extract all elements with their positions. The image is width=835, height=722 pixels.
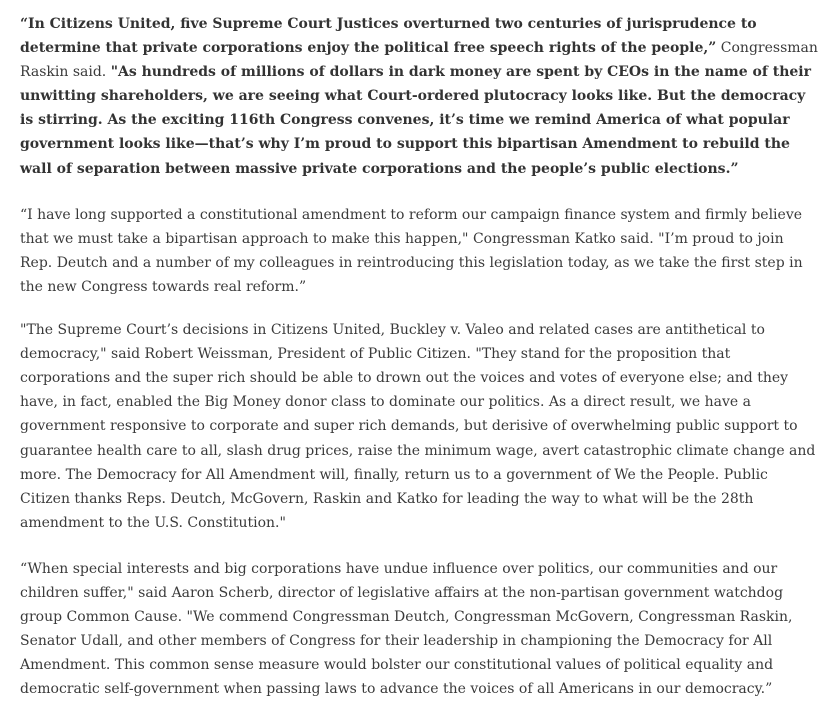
paragraph-raskin-quote — [20, 12, 820, 181]
paragraph-katko-quote — [20, 203, 820, 299]
attribution-text: Congressman Raskin said. — [20, 40, 818, 81]
paragraph-text: "The Supreme Court’s decisions in Citizens United, Buckley v. Valeo and related cases are antithetical to democracy," said Robert Weissman, President of Public Citizen. "They stand for the proposition that corporations and the super rich should be able to drown out the voices and votes of everyone else; and they have, in fact, enabled the Big Money donor class to dominate our politics. As a direct result, we have a government responsive to corporate and super rich demands, but derisive of overwhelming public support to guarantee health care to all, slash drug prices, raise the minimum wage, avert catastrophic climate change and more. The Democracy for All Amendment will, finally, return us to a government of We the People. Public Citizen thanks Reps. Deutch, McGovern, Raskin and Katko for leading the way to what will be the 28th amendment to the U.S. Constitution." — [20, 322, 816, 531]
paragraph-text: “When special interests and big corporations have undue influence over politics, our communities and our children suffer," said Aaron Scherb, director of legislative affairs at the non-partisan government watchdog group Common Cause. "We commend Congressman Deutch, Congressman McGovern, Congressman Raskin, Senator Udall, and other members of Congress for their leadership in championing the Democracy for All Amendment. This common sense measure would bolster our constitutional values of political equality and democratic self-government when passing laws to advance the voices of all Americans in our democracy.” — [20, 560, 793, 698]
paragraph-text: “I have long supported a constitutional amendment to reform our campaign finance system and firmly believe that we must take a bipartisan approach to make this happen," Congressman Katko said. "I’m proud to join Rep. Deutch and a number of my colleagues in reintroducing this legislation today, as we take the first step in the new Congress towards real reform.” — [20, 206, 803, 295]
article-body — [20, 12, 820, 722]
paragraph-weissman-quote — [20, 318, 820, 535]
paragraph-scherb-quote — [20, 557, 820, 702]
quote-text: “In Citizens United, five Supreme Court Justices overturned two centuries of jurisprudence to determine that private corporations enjoy the political free speech rights of the people,” — [20, 16, 757, 57]
quote-text: "As hundreds of millions of dollars in dark money are spent by CEOs in the name of their unwitting shareholders, we are seeing what Court-ordered plutocracy looks like. But the democracy is stirring. As the exciting 116th Congress convenes, it’s time we remind America of what popular government looks like—that’s why I’m proud to support this bipartisan Amendment to rebuild the wall of separation between massive private corporations and the people’s public elections.” — [20, 64, 812, 177]
